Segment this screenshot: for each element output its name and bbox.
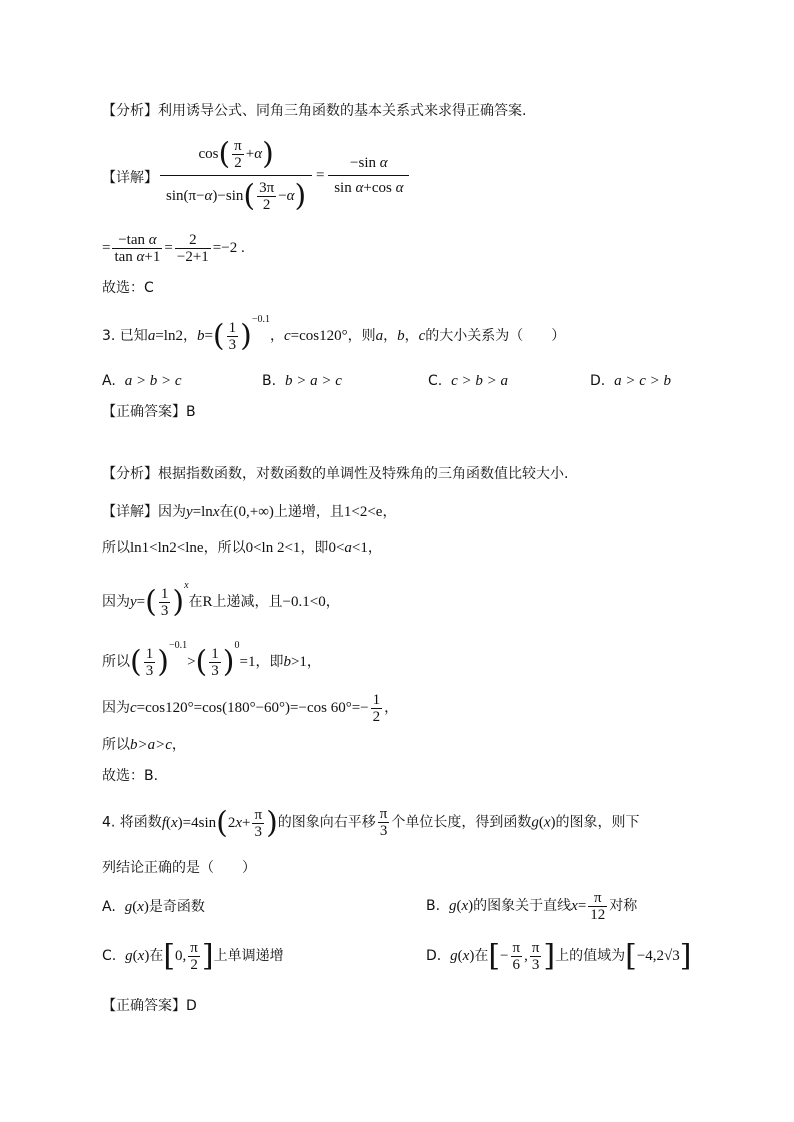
analysis-q3: 【分析】根据指数函数，对数函数的单调性及特殊角的三角函数值比较大小.: [102, 466, 569, 482]
q4-option-c: C. g(x)在[0, $\frac{\pi}{2}$ ]上单调递增: [102, 938, 284, 974]
q4-option-b: B. g(x)的图象关于直线x= $\frac{\pi}{12}$ 对称: [426, 890, 638, 923]
choice-q2: 故选：C: [102, 280, 154, 296]
question-3: 3. 已知a=ln2，b=( $\frac{1}{3}$ )$^{-0.1}$，c=cos120°，则a，b，c的大小关系为（ ）: [102, 314, 566, 354]
q3-option-b: B. b > a > c: [262, 373, 342, 389]
detail-q3-line3: 因为y=( $\frac{1}{3}$ )$^x$在R上递减，且−0.1<0，: [102, 580, 340, 620]
detail-q3-line1: 【详解】因为y=lnx在(0,+∞)上递增，且1<2<e，: [102, 504, 397, 520]
question-4-line2: 列结论正确的是（ ）: [102, 860, 256, 876]
analysis-tag: 【分析】: [102, 103, 158, 119]
answer-q3: 【正确答案】B: [102, 404, 196, 420]
answer-q4: 【正确答案】D: [102, 998, 197, 1014]
detail-q3-line5: 因为c=cos120°=cos(180°−60°)=−cos 60°=− $\frac{1}{2}$ ，: [102, 692, 399, 725]
detail-q2-result: = $\frac{\text{−tan α}}{\text{tan α+1}}$ = $\frac{2}{-2+1}$ =−2 .: [102, 232, 245, 265]
q3-option-a: A. a > b > c: [102, 373, 182, 389]
question-4-line1: 4. 将函数f(x)=4sin(2x+ $\frac{\pi}{3}$ )的图象向右平移 $\frac{\pi}{3}$ 个单位长度，得到函数g(x)的图象，则下: [102, 805, 640, 841]
detail-q3-line6: 所以b>a>c，: [102, 737, 186, 753]
analysis-text: 利用诱导公式、同角三角函数的基本关系式来求得正确答案.: [158, 103, 527, 119]
q3-option-d: D. a > c > b: [590, 373, 672, 389]
choice-q3: 故选：B.: [102, 768, 159, 784]
detail-q3-line4: 所以( $\frac{1}{3}$ )$^{-0.1}$>( $\frac{1}{3}$ )$^0$=1，即b>1，: [102, 640, 321, 680]
detail-q3-line2: 所以ln1<ln2<lne，所以0<ln 2<1，即0<a<1，: [102, 540, 382, 556]
q4-option-d: D. g(x)在[− $\frac{\pi}{6}$ , $\frac{\pi}{3}$ ]上的值域为[−4,2√3]: [426, 938, 692, 974]
q4-option-a: A. g(x)是奇函数: [102, 899, 205, 915]
analysis-q2: [102, 101, 526, 121]
detail-tag: 【详解】: [102, 170, 158, 186]
formula-expression: cos( $\frac{\pi}{2}$ +α) sin(π−α)−sin( $\frac{3\pi}{2}$ −α) = $\frac{\text{−sin α}}{\text{sin α+cos α}}$: [160, 138, 409, 213]
q3-option-c: C. c > b > a: [428, 373, 509, 389]
